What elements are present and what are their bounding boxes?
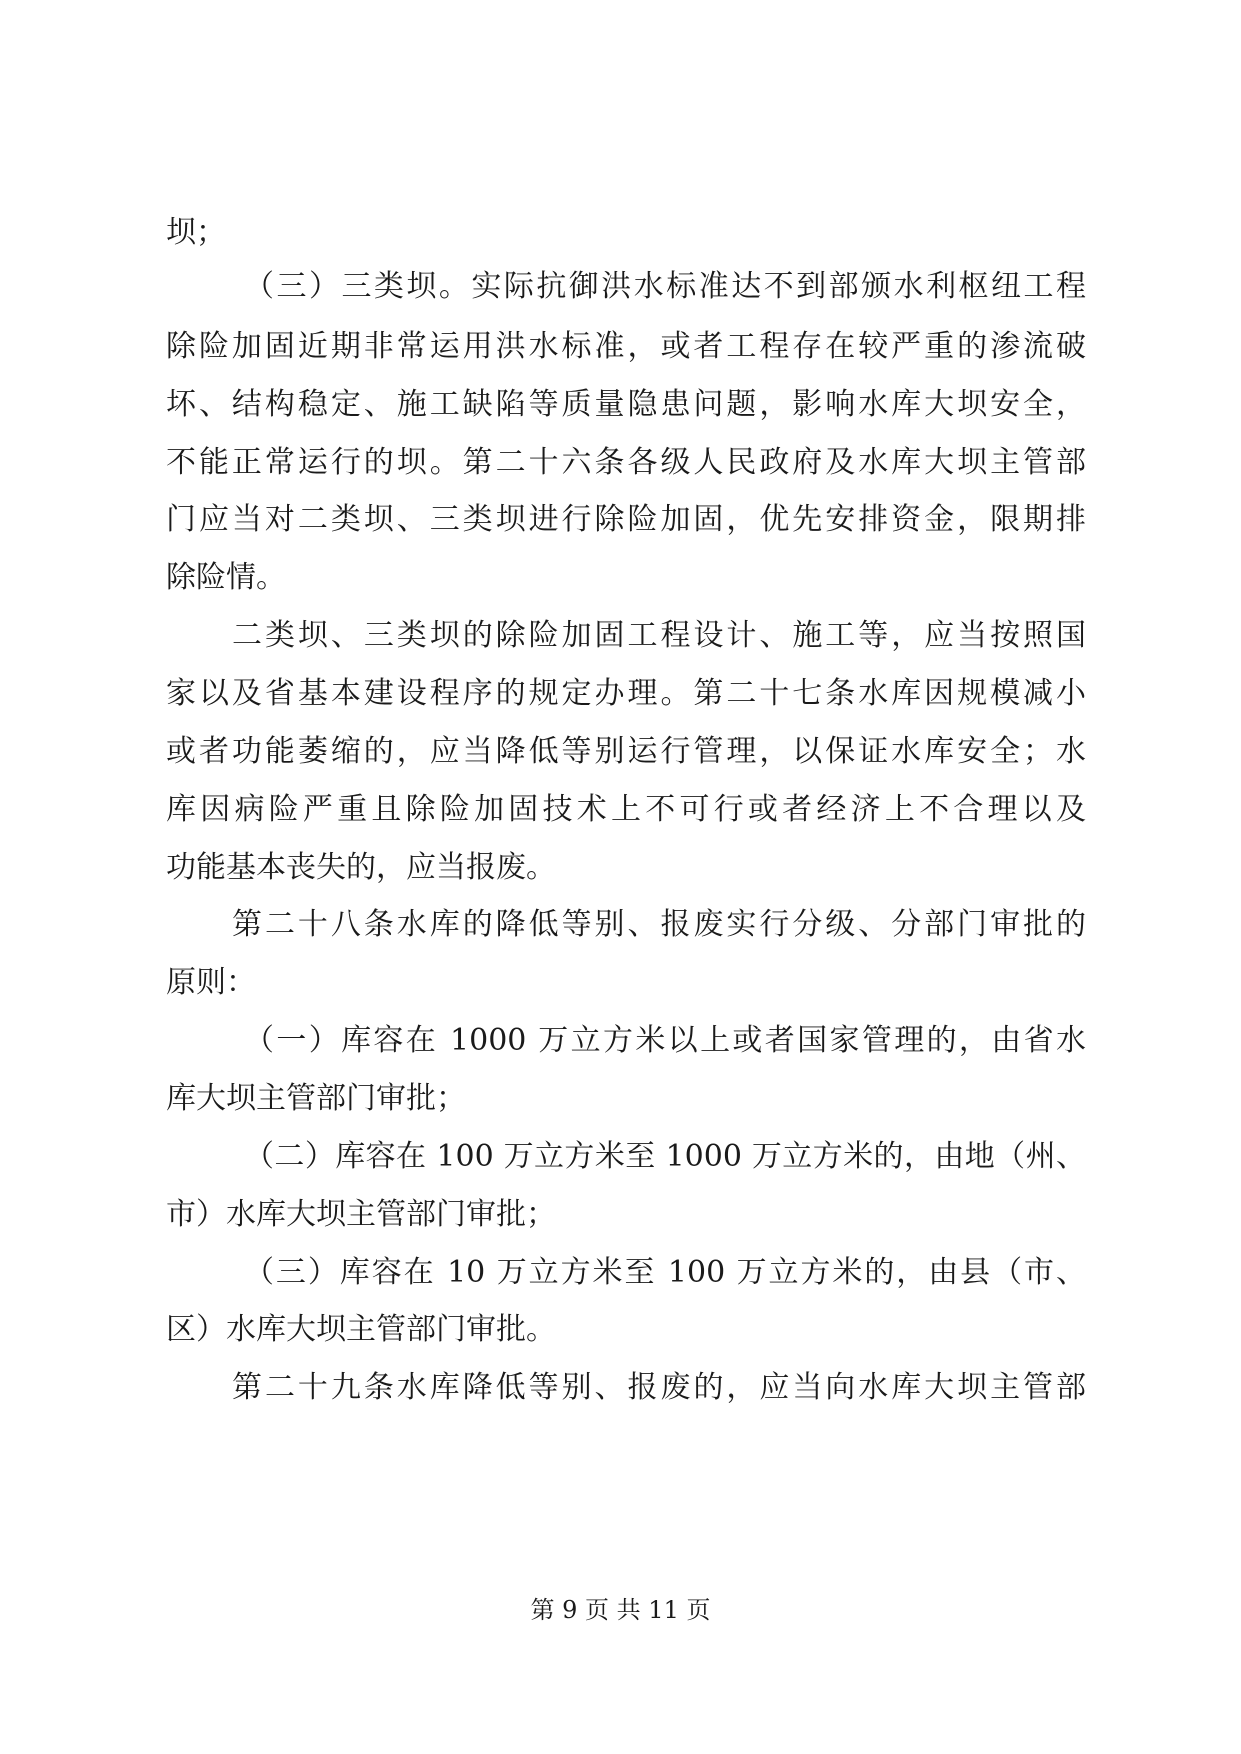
text-line: （一）库容在 1000 万立方米以上或者国家管理的，由省水 [244,1023,1086,1058]
text-line: 区）水库大坝主管部门审批。 [166,1312,556,1347]
text-line: （二）库容在 100 万立方米至 1000 万立方米的，由地（州、 [244,1139,1086,1174]
text-line: 库因病险严重且除险加固技术上不可行或者经济上不合理以及 [166,792,1086,827]
text-line: 家以及省基本建设程序的规定办理。第二十七条水库因规模减小 [166,676,1086,711]
text-line: 二类坝、三类坝的除险加固工程设计、施工等，应当按照国 [232,618,1086,653]
text-line: 坝； [166,215,226,250]
text-line: 坏、结构稳定、施工缺陷等质量隐患问题，影响水库大坝安全， [166,387,1086,422]
text-line: 原则： [166,965,256,1000]
page-number-footer: 第 9 页 共 11 页 [530,1596,711,1624]
text-line: 不能正常运行的坝。第二十六条各级人民政府及水库大坝主管部 [166,445,1086,480]
text-line: 功能基本丧失的，应当报废。 [166,850,556,885]
text-line: 除险加固近期非常运用洪水标准，或者工程存在较严重的渗流破 [166,329,1086,364]
text-line: （三）库容在 10 万立方米至 100 万立方米的，由县（市、 [244,1255,1086,1290]
text-line: 库大坝主管部门审批； [166,1081,466,1116]
text-line: 第二十八条水库的降低等别、报废实行分级、分部门审批的 [232,907,1086,942]
text-line: 市）水库大坝主管部门审批； [166,1197,556,1232]
text-line: 门应当对二类坝、三类坝进行除险加固，优先安排资金，限期排 [166,502,1086,537]
text-line: 第二十九条水库降低等别、报废的，应当向水库大坝主管部 [232,1370,1086,1405]
text-line: 除险情。 [166,560,286,595]
text-line: （三）三类坝。实际抗御洪水标准达不到部颁水利枢纽工程 [244,269,1086,304]
text-line: 或者功能萎缩的，应当降低等别运行管理，以保证水库安全；水 [166,734,1086,769]
